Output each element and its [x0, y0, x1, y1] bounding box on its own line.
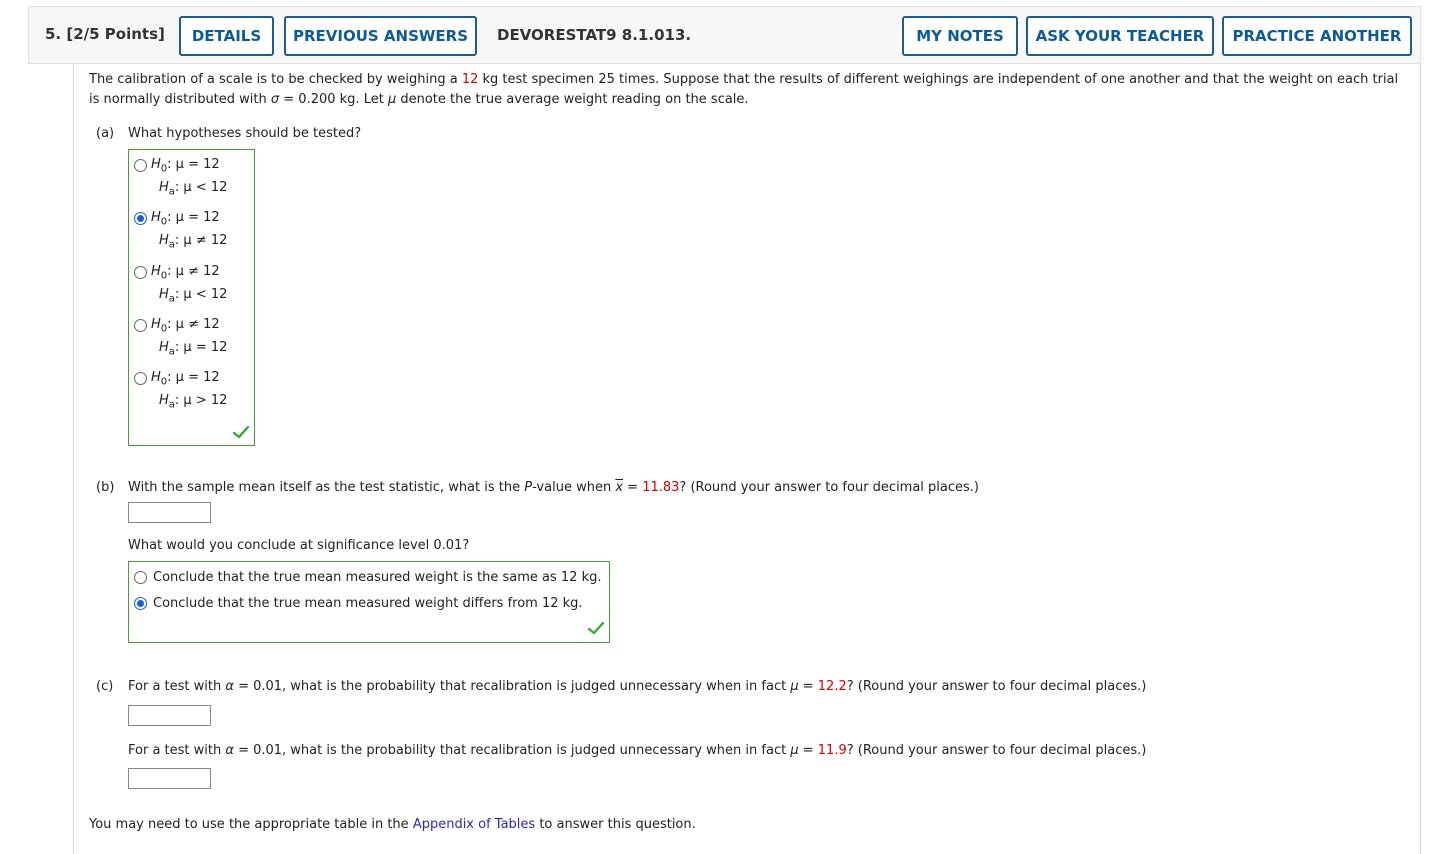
intro-line-2: is normally distributed with σ = 0.200 kg. Let μ denote the true average weight reading on the scale. — [89, 92, 749, 107]
question-content — [73, 64, 1421, 854]
conclude-same-label: Conclude that the true mean measured weight is the same as 12 kg. — [153, 570, 602, 585]
part-c-question-1: For a test with α = 0.01, what is the probability that recalibration is judged unnecessary when in fact μ = 12.2? (Round your answer to four decimal places.) — [128, 679, 1147, 694]
correct-check-icon — [588, 622, 604, 635]
radio-option-2[interactable] — [134, 212, 147, 225]
part-c-question-2: For a test with α = 0.01, what is the probability that recalibration is judged unnecessary when in fact μ = 11.9? (Round your answer to four decimal places.) — [128, 743, 1147, 758]
part-c-label: (c) — [96, 679, 114, 694]
appendix-note: You may need to use the appropriate table in the Appendix of Tables to answer this question. — [89, 817, 696, 832]
part-a-answer-box — [128, 149, 255, 446]
intro-line-1: The calibration of a scale is to be checked by weighing a 12 kg test specimen 25 times. Suppose that the results of different weighings are independent of one another and that the weight on each trial — [89, 72, 1399, 87]
option-3-h0: $H_0$: μ ≠ 12 — [151, 264, 220, 282]
correct-check-icon — [233, 426, 249, 439]
option-1-ha: $H_a$: μ < 12 — [159, 180, 228, 198]
radio-option-5[interactable] — [134, 372, 147, 385]
ask-your-teacher-button[interactable]: ASK YOUR TEACHER — [1026, 16, 1214, 56]
option-3-ha: $H_a$: μ < 12 — [159, 287, 228, 305]
my-notes-button[interactable]: MY NOTES — [902, 16, 1018, 56]
radio-option-4[interactable] — [134, 319, 147, 332]
question-header — [28, 6, 1421, 64]
part-a-label: (a) — [96, 126, 115, 141]
weight-value: 12 — [461, 72, 479, 87]
conclude-question: What would you conclude at significance level 0.01? — [128, 538, 470, 553]
assignment-id: DEVORESTAT9 8.1.013. — [497, 26, 692, 44]
details-button[interactable]: DETAILS — [179, 16, 274, 56]
option-1-h0: $H_0$: μ = 12 — [151, 157, 220, 175]
conclude-differs-label: Conclude that the true mean measured weight differs from 12 kg. — [153, 596, 583, 611]
question-number: 5. [2/5 Points] — [45, 25, 165, 43]
part-b-label: (b) — [96, 480, 115, 495]
part-a-question: What hypotheses should be tested? — [128, 126, 362, 141]
option-5-h0: $H_0$: μ = 12 — [151, 370, 220, 388]
option-4-ha: $H_a$: μ = 12 — [159, 340, 228, 358]
part-b-question: With the sample mean itself as the test statistic, what is the P-value when $\overline{x} = 11.83$? (Round your answer to four decimal places.) — [128, 480, 980, 495]
radio-option-3[interactable] — [134, 266, 147, 279]
option-4-h0: $H_0$: μ ≠ 12 — [151, 317, 220, 335]
option-2-ha: $H_a$: μ ≠ 12 — [159, 233, 228, 251]
appendix-of-tables-link[interactable]: Appendix of Tables — [412, 817, 536, 832]
option-5-ha: $H_a$: μ > 12 — [159, 393, 228, 411]
probability-input-2[interactable] — [128, 768, 211, 789]
p-value-input[interactable] — [128, 502, 211, 523]
radio-conclude-differs[interactable] — [134, 597, 147, 610]
radio-option-1[interactable] — [134, 159, 147, 172]
radio-conclude-same[interactable] — [134, 571, 147, 584]
practice-another-button[interactable]: PRACTICE ANOTHER — [1222, 16, 1412, 56]
previous-answers-button[interactable]: PREVIOUS ANSWERS — [284, 16, 477, 56]
part-b-answer-box — [128, 561, 610, 643]
option-2-h0: $H_0$: μ = 12 — [151, 210, 220, 228]
probability-input-1[interactable] — [128, 705, 211, 726]
